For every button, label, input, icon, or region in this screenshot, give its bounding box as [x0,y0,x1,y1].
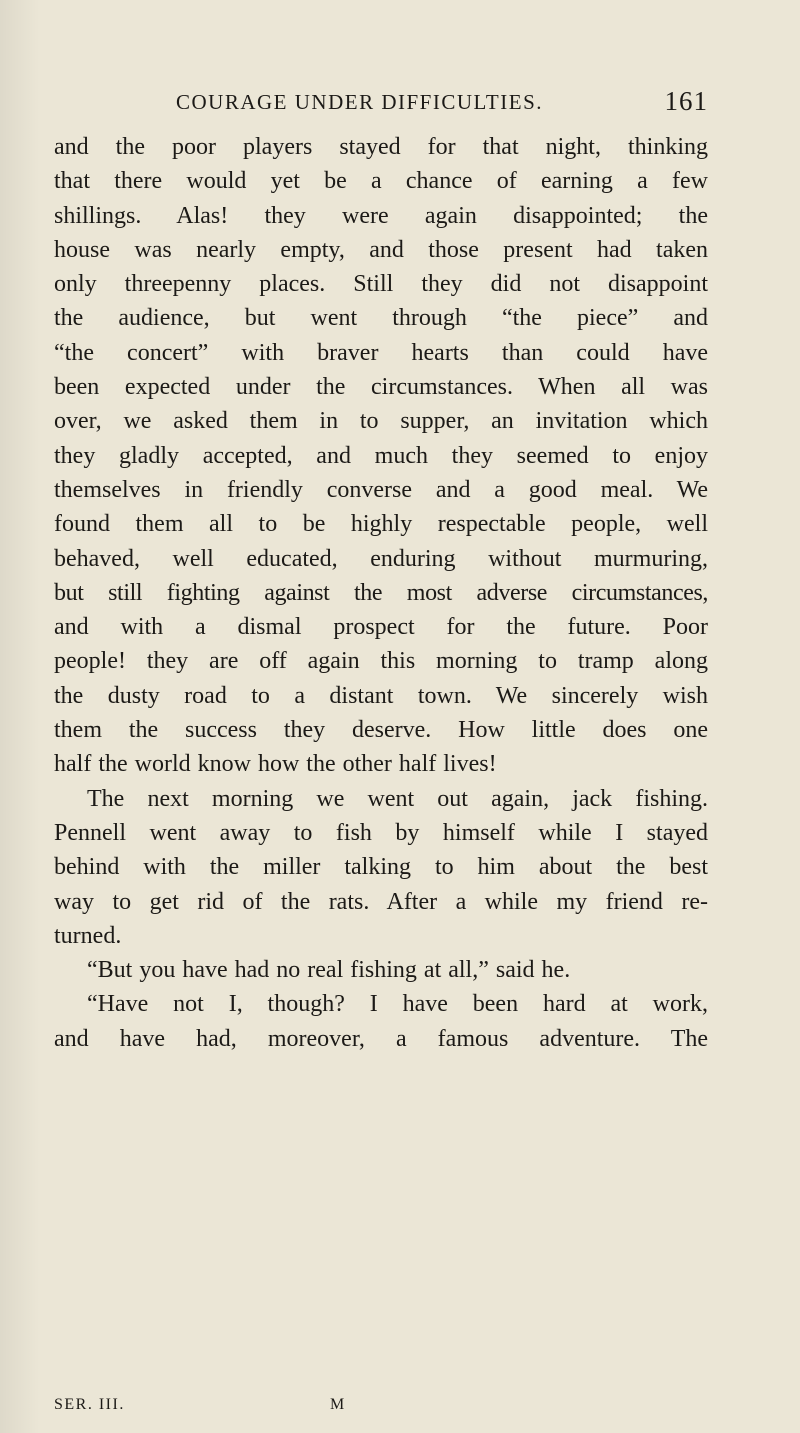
text-line: behaved, well educated, enduring without murmuring, [54,545,708,572]
text-line: but still fighting against the most adverse circumstances, [54,579,708,606]
page-footer [54,1396,708,1420]
text-line: over, we asked them in to supper, an invitation which [54,408,708,435]
text-line: turned. [54,922,122,949]
text-line: Pennell went away to fish by himself while I stayed [54,819,708,846]
text-line: only threepenny places. Still they did not disappoint [54,271,708,298]
text-line: themselves in friendly converse and a good meal. We [54,476,708,503]
text-line: shillings. Alas! they were again disappointed; the [54,202,708,229]
signature-letter: M [330,1396,346,1413]
running-head: COURAGE UNDER DIFFICULTIES. [176,90,543,114]
text-line: people! they are off again this morning to tramp along [54,648,708,675]
text-line: that there would yet be a chance of earning a few [54,168,708,195]
text-line: they gladly accepted, and much they seemed to enjoy [54,442,708,469]
text-line: house was nearly empty, and those present had taken [54,236,708,263]
text-line: “Have not I, though? I have been hard at work, [87,991,708,1018]
text-line: found them all to be highly respectable people, well [54,511,708,538]
text-line: half the world know how the other half lives! [54,751,497,778]
body-text [54,130,708,1056]
text-line: “But you have had no real fishing at all,” said he. [87,957,571,984]
text-line: The next morning we went out again, jack fishing. [87,785,708,812]
series-signature: SER. III. [54,1396,125,1413]
text-line: “the concert” with braver hearts than could have [54,339,708,366]
page-header [176,86,708,126]
text-line: and with a dismal prospect for the future. Poor [54,614,708,641]
text-line: been expected under the circumstances. When all was [54,374,708,401]
text-line: and the poor players stayed for that night, thinking [54,134,708,160]
text-line: the dusty road to a distant town. We sincerely wish [54,682,708,709]
text-line: and have had, moreover, a famous adventure. The [54,1025,708,1052]
text-line: the audience, but went through “the piece” and [54,305,708,332]
text-line: them the success they deserve. How little does one [54,717,708,744]
page-number: 161 [664,86,708,116]
text-line: way to get rid of the rats. After a while my friend re- [54,888,708,915]
text-line: behind with the miller talking to him about the best [54,854,708,881]
